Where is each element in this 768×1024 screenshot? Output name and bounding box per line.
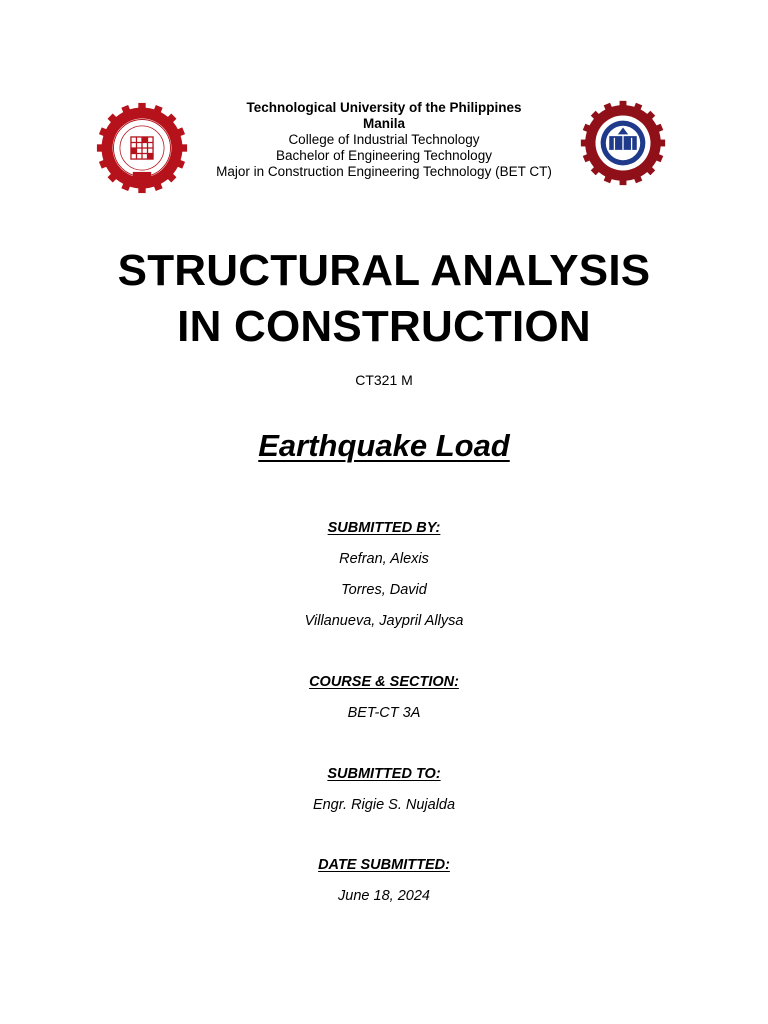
topic-heading: [0, 428, 768, 464]
institution-block: [200, 100, 568, 180]
topic-title: Earthquake Load: [258, 428, 510, 463]
instructor-name: Engr. Rigie S. Nujalda: [312, 797, 456, 813]
program-name: Bachelor of Engineering Technology: [276, 148, 492, 163]
course-section-label: COURSE & SECTION:: [309, 674, 459, 690]
submitted-to-label: SUBMITTED TO:: [327, 766, 441, 782]
tup-seal-logo: [96, 102, 188, 194]
author-name: Refran, Alexis: [339, 551, 429, 567]
submitted-by-section: [0, 520, 768, 644]
submitted-to-block: [0, 766, 768, 828]
course-section-value: BET-CT 3A: [347, 705, 421, 721]
campus-name: Manila: [362, 116, 405, 131]
author-name: Villanueva, Jaypril Allysa: [304, 613, 464, 629]
date-submitted-block: [0, 857, 768, 919]
title-line-1: STRUCTURAL ANALYSIS: [117, 246, 651, 295]
document-title: [0, 243, 768, 355]
major-name: Major in Construction Engineering Technology (BET CT): [216, 164, 552, 179]
date-submitted-label: DATE SUBMITTED:: [318, 857, 450, 873]
university-name: Technological University of the Philippines: [246, 100, 522, 115]
course-section-block: [0, 674, 768, 736]
college-name: College of Industrial Technology: [288, 132, 480, 147]
title-line-2: IN CONSTRUCTION: [177, 302, 591, 351]
course-code: CT321 M: [355, 372, 413, 388]
document-header: [0, 100, 768, 190]
submitted-by-label: SUBMITTED BY:: [327, 520, 441, 536]
date-submitted-value: June 18, 2024: [338, 888, 430, 904]
author-name: Torres, David: [341, 582, 427, 598]
cit-seal-logo: [580, 100, 666, 186]
